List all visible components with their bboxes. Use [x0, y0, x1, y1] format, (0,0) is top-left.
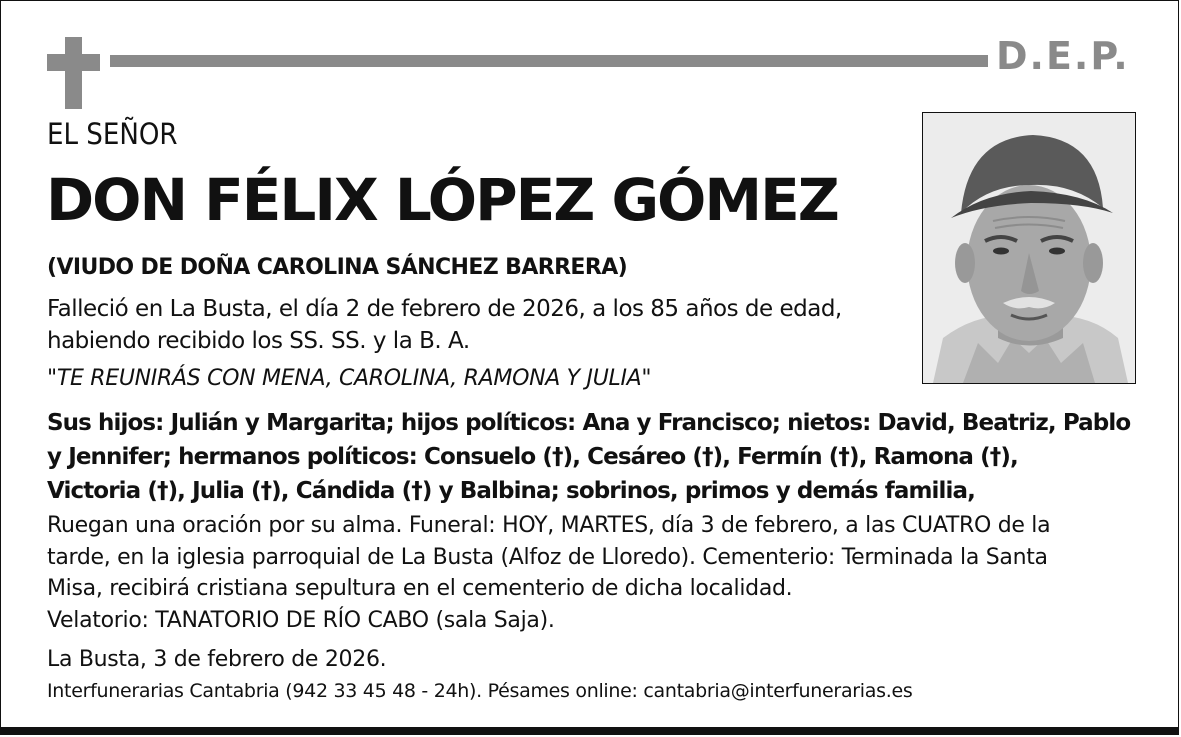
funeral-paragraph: [47, 510, 1137, 636]
cross-horizontal-bar: [47, 54, 100, 71]
death-line: Falleció en La Busta, el día 2 de febrero de 2026, a los 85 años de edad,: [47, 296, 842, 322]
funeral-line: Ruegan una oración por su alma. Funeral: HOY, MARTES, día 3 de febrero, a las CUATRO de la: [47, 513, 1051, 538]
family-line: Sus hijos: Julián y Margarita; hijos políticos: Ana y Francisco; nietos: David, Beatriz, Pablo: [47, 410, 1131, 436]
footer-contact: Interfunerarias Cantabria (942 33 45 48 - 24h). Pésames online: cantabria@interfunerarias.es: [47, 680, 913, 702]
portrait-photo: [922, 112, 1136, 384]
header-rule: [110, 55, 988, 67]
death-line: habiendo recibido los SS. SS. y la B. A.: [47, 328, 470, 354]
funeral-line: Misa, recibirá cristiana sepultura en el cementerio de dicha localidad.: [47, 576, 793, 601]
portrait-illustration: [923, 113, 1135, 383]
family-line: y Jennifer; hermanos políticos: Consuelo (†), Cesáreo (†), Fermín (†), Ramona (†),: [47, 444, 1018, 470]
funeral-line: tarde, en la iglesia parroquial de La Busta (Alfoz de Lloredo). Cementerio: Terminada la Santa: [47, 544, 1048, 570]
dateline: La Busta, 3 de febrero de 2026.: [47, 647, 387, 672]
cross-vertical-bar: [65, 37, 82, 109]
dep-label: D.E.P.: [996, 34, 1130, 78]
deceased-name: DON FÉLIX LÓPEZ GÓMEZ: [46, 166, 838, 234]
death-paragraph: [47, 293, 907, 357]
title-prefix: EL SEÑOR: [47, 117, 178, 151]
widow-line: (VIUDO DE DOÑA CAROLINA SÁNCHEZ BARRERA): [47, 255, 628, 280]
family-line: Victoria (†), Julia (†), Cándida (†) y Balbina; sobrinos, primos y demás familia,: [47, 478, 975, 504]
memorial-quote: "TE REUNIRÁS CON MENA, CAROLINA, RAMONA Y JULIA": [47, 366, 652, 391]
family-paragraph: [47, 406, 1137, 508]
funeral-line: Velatorio: TANATORIO DE RÍO CABO (sala Saja).: [47, 607, 555, 633]
